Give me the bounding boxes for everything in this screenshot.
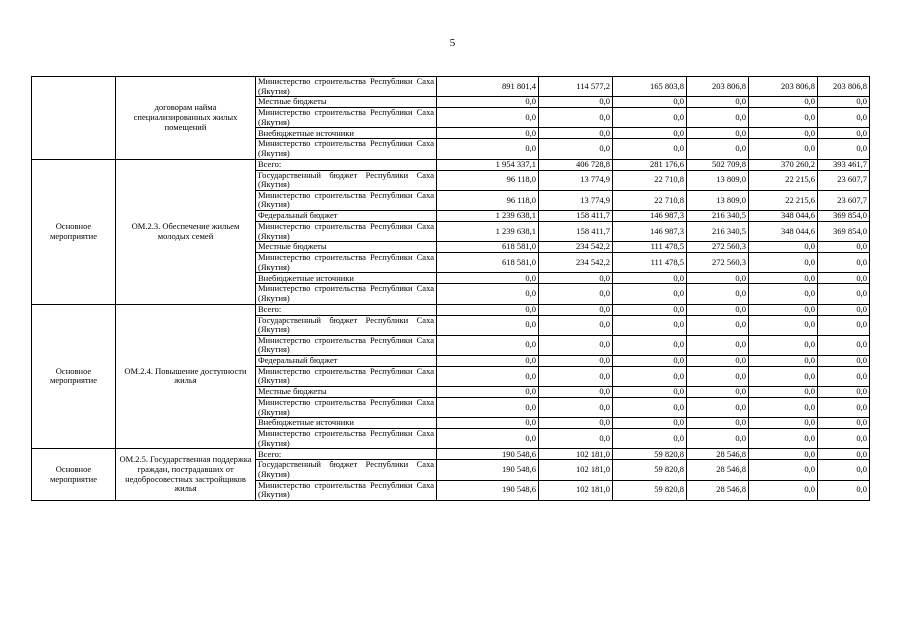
amount-cell: 114 577,2 (539, 77, 613, 97)
amount-cell: 272 560,3 (687, 253, 749, 273)
amount-cell: 891 801,4 (437, 77, 539, 97)
amount-cell: 0,0 (818, 128, 870, 139)
amount-cell: 0,0 (437, 284, 539, 304)
amount-cell: 0,0 (749, 387, 818, 398)
amount-cell: 0,0 (539, 398, 613, 418)
amount-cell: 618 581,0 (437, 242, 539, 253)
amount-cell: 0,0 (539, 97, 613, 108)
funding-source-cell: Министерство строительства Республики Саха (Якутия) (256, 366, 437, 386)
activity-name-cell: ОМ.2.3. Обеспечение жильем молодых семей (116, 159, 256, 304)
amount-cell: 0,0 (613, 273, 687, 284)
amount-cell: 1 239 638,1 (437, 210, 539, 221)
table-row (32, 159, 870, 170)
amount-cell: 102 181,0 (539, 480, 613, 500)
amount-cell: 102 181,0 (539, 449, 613, 460)
table-row (32, 77, 870, 97)
amount-cell: 0,0 (613, 128, 687, 139)
amount-cell: 102 181,0 (539, 460, 613, 480)
amount-cell: 0,0 (539, 284, 613, 304)
amount-cell: 216 340,5 (687, 221, 749, 241)
activity-name-cell: договорам найма специализированных жилых помещений (116, 77, 256, 160)
amount-cell: 0,0 (818, 398, 870, 418)
amount-cell: 0,0 (749, 366, 818, 386)
amount-cell: 0,0 (818, 460, 870, 480)
amount-cell: 0,0 (749, 253, 818, 273)
funding-source-cell: Министерство строительства Республики Саха (Якутия) (256, 398, 437, 418)
amount-cell: 0,0 (539, 335, 613, 355)
amount-cell: 216 340,5 (687, 210, 749, 221)
funding-source-cell: Министерство строительства Республики Саха (Якутия) (256, 429, 437, 449)
amount-cell: 0,0 (818, 387, 870, 398)
amount-cell: 0,0 (749, 304, 818, 315)
funding-source-cell: Местные бюджеты (256, 242, 437, 253)
amount-cell: 0,0 (818, 355, 870, 366)
amount-cell: 146 987,3 (613, 221, 687, 241)
amount-cell: 0,0 (539, 139, 613, 159)
amount-cell: 0,0 (437, 108, 539, 128)
amount-cell: 0,0 (687, 387, 749, 398)
funding-source-cell: Государственный бюджет Республики Саха (Якутия) (256, 315, 437, 335)
amount-cell: 190 548,6 (437, 449, 539, 460)
amount-cell: 111 478,5 (613, 242, 687, 253)
amount-cell: 348 044,6 (749, 210, 818, 221)
amount-cell: 0,0 (539, 355, 613, 366)
amount-cell: 0,0 (437, 398, 539, 418)
amount-cell: 0,0 (818, 449, 870, 460)
amount-cell: 0,0 (818, 418, 870, 429)
amount-cell: 158 411,7 (539, 221, 613, 241)
amount-cell: 13 774,9 (539, 190, 613, 210)
activity-type-cell (32, 77, 116, 160)
amount-cell: 0,0 (613, 335, 687, 355)
amount-cell: 0,0 (687, 139, 749, 159)
amount-cell: 234 542,2 (539, 253, 613, 273)
amount-cell: 0,0 (539, 387, 613, 398)
amount-cell: 165 803,8 (613, 77, 687, 97)
amount-cell: 618 581,0 (437, 253, 539, 273)
amount-cell: 0,0 (613, 418, 687, 429)
amount-cell: 59 820,8 (613, 480, 687, 500)
amount-cell: 281 176,6 (613, 159, 687, 170)
amount-cell: 234 542,2 (539, 242, 613, 253)
amount-cell: 0,0 (613, 355, 687, 366)
amount-cell: 0,0 (749, 284, 818, 304)
amount-cell: 22 215,6 (749, 190, 818, 210)
amount-cell: 0,0 (539, 366, 613, 386)
amount-cell: 0,0 (818, 108, 870, 128)
amount-cell: 0,0 (749, 480, 818, 500)
amount-cell: 0,0 (613, 387, 687, 398)
amount-cell: 28 546,8 (687, 480, 749, 500)
amount-cell: 23 607,7 (818, 170, 870, 190)
amount-cell: 0,0 (687, 284, 749, 304)
amount-cell: 96 118,0 (437, 170, 539, 190)
budget-table (31, 76, 870, 501)
funding-source-cell: Федеральный бюджет (256, 355, 437, 366)
amount-cell: 0,0 (687, 315, 749, 335)
funding-source-cell: Министерство строительства Республики Саха (Якутия) (256, 284, 437, 304)
amount-cell: 0,0 (749, 418, 818, 429)
activity-type-cell: Основное мероприятие (32, 304, 116, 449)
amount-cell: 0,0 (539, 108, 613, 128)
amount-cell: 1 239 638,1 (437, 221, 539, 241)
amount-cell: 0,0 (749, 429, 818, 449)
funding-source-cell: Местные бюджеты (256, 387, 437, 398)
amount-cell: 0,0 (539, 315, 613, 335)
amount-cell: 0,0 (749, 108, 818, 128)
amount-cell: 158 411,7 (539, 210, 613, 221)
amount-cell: 0,0 (749, 315, 818, 335)
activity-type-cell: Основное мероприятие (32, 159, 116, 304)
amount-cell: 0,0 (613, 139, 687, 159)
amount-cell: 0,0 (437, 429, 539, 449)
amount-cell: 0,0 (749, 97, 818, 108)
amount-cell: 0,0 (749, 398, 818, 418)
amount-cell: 0,0 (818, 97, 870, 108)
amount-cell: 13 809,0 (687, 190, 749, 210)
funding-source-cell: Министерство строительства Республики Саха (Якутия) (256, 108, 437, 128)
amount-cell: 0,0 (437, 139, 539, 159)
amount-cell: 0,0 (613, 315, 687, 335)
funding-source-cell: Внебюджетные источники (256, 128, 437, 139)
amount-cell: 0,0 (687, 273, 749, 284)
amount-cell: 0,0 (749, 139, 818, 159)
amount-cell: 0,0 (687, 108, 749, 128)
amount-cell: 0,0 (539, 418, 613, 429)
amount-cell: 111 478,5 (613, 253, 687, 273)
amount-cell: 0,0 (818, 366, 870, 386)
funding-source-cell: Всего: (256, 159, 437, 170)
amount-cell: 0,0 (687, 128, 749, 139)
table-row (32, 449, 870, 460)
amount-cell: 0,0 (437, 97, 539, 108)
amount-cell: 23 607,7 (818, 190, 870, 210)
amount-cell: 0,0 (437, 315, 539, 335)
funding-source-cell: Министерство строительства Республики Саха (Якутия) (256, 253, 437, 273)
amount-cell: 0,0 (687, 366, 749, 386)
amount-cell: 0,0 (539, 273, 613, 284)
funding-source-cell: Внебюджетные источники (256, 273, 437, 284)
amount-cell: 146 987,3 (613, 210, 687, 221)
amount-cell: 0,0 (437, 128, 539, 139)
amount-cell: 22 710,8 (613, 170, 687, 190)
amount-cell: 348 044,6 (749, 221, 818, 241)
funding-source-cell: Государственный бюджет Республики Саха (Якутия) (256, 170, 437, 190)
funding-source-cell: Всего: (256, 304, 437, 315)
funding-source-cell: Министерство строительства Республики Саха (Якутия) (256, 480, 437, 500)
activity-type-cell: Основное мероприятие (32, 449, 116, 500)
amount-cell: 0,0 (749, 273, 818, 284)
amount-cell: 369 854,0 (818, 221, 870, 241)
amount-cell: 0,0 (437, 366, 539, 386)
funding-source-cell: Местные бюджеты (256, 97, 437, 108)
amount-cell: 0,0 (613, 108, 687, 128)
amount-cell: 0,0 (687, 304, 749, 315)
amount-cell: 369 854,0 (818, 210, 870, 221)
funding-source-cell: Министерство строительства Республики Саха (Якутия) (256, 77, 437, 97)
funding-source-cell: Государственный бюджет Республики Саха (Якутия) (256, 460, 437, 480)
amount-cell: 190 548,6 (437, 480, 539, 500)
amount-cell: 203 806,8 (749, 77, 818, 97)
funding-source-cell: Министерство строительства Республики Саха (Якутия) (256, 139, 437, 159)
amount-cell: 0,0 (749, 128, 818, 139)
funding-source-cell: Внебюджетные источники (256, 418, 437, 429)
amount-cell: 13 774,9 (539, 170, 613, 190)
amount-cell: 13 809,0 (687, 170, 749, 190)
amount-cell: 406 728,8 (539, 159, 613, 170)
amount-cell: 0,0 (749, 335, 818, 355)
amount-cell: 0,0 (613, 398, 687, 418)
amount-cell: 0,0 (437, 387, 539, 398)
budget-table-body (32, 77, 870, 501)
amount-cell: 0,0 (437, 273, 539, 284)
amount-cell: 0,0 (687, 355, 749, 366)
amount-cell: 0,0 (437, 304, 539, 315)
amount-cell: 0,0 (539, 429, 613, 449)
amount-cell: 0,0 (818, 253, 870, 273)
amount-cell: 0,0 (437, 355, 539, 366)
amount-cell: 59 820,8 (613, 449, 687, 460)
amount-cell: 59 820,8 (613, 460, 687, 480)
amount-cell: 1 954 337,1 (437, 159, 539, 170)
amount-cell: 502 709,8 (687, 159, 749, 170)
amount-cell: 0,0 (818, 139, 870, 159)
amount-cell: 0,0 (613, 284, 687, 304)
funding-source-cell: Министерство строительства Республики Саха (Якутия) (256, 190, 437, 210)
amount-cell: 370 260,2 (749, 159, 818, 170)
amount-cell: 0,0 (818, 242, 870, 253)
amount-cell: 0,0 (818, 429, 870, 449)
amount-cell: 0,0 (539, 128, 613, 139)
amount-cell: 0,0 (818, 315, 870, 335)
amount-cell: 96 118,0 (437, 190, 539, 210)
amount-cell: 203 806,8 (818, 77, 870, 97)
amount-cell: 0,0 (749, 460, 818, 480)
funding-source-cell: Министерство строительства Республики Саха (Якутия) (256, 221, 437, 241)
amount-cell: 0,0 (613, 366, 687, 386)
amount-cell: 0,0 (539, 304, 613, 315)
amount-cell: 272 560,3 (687, 242, 749, 253)
amount-cell: 0,0 (749, 355, 818, 366)
funding-source-cell: Всего: (256, 449, 437, 460)
amount-cell: 0,0 (818, 273, 870, 284)
amount-cell: 0,0 (613, 97, 687, 108)
amount-cell: 22 215,6 (749, 170, 818, 190)
amount-cell: 0,0 (749, 449, 818, 460)
amount-cell: 0,0 (613, 304, 687, 315)
amount-cell: 0,0 (687, 418, 749, 429)
table-row (32, 304, 870, 315)
activity-name-cell: ОМ.2.5. Государственная поддержка граждан, пострадавших от недобросовестных застройщиков жилья (116, 449, 256, 500)
amount-cell: 0,0 (818, 480, 870, 500)
amount-cell: 0,0 (687, 398, 749, 418)
amount-cell: 393 461,7 (818, 159, 870, 170)
funding-source-cell: Министерство строительства Республики Саха (Якутия) (256, 335, 437, 355)
activity-name-cell: ОМ.2.4. Повышение доступности жилья (116, 304, 256, 449)
funding-source-cell: Федеральный бюджет (256, 210, 437, 221)
amount-cell: 190 548,6 (437, 460, 539, 480)
amount-cell: 0,0 (687, 97, 749, 108)
amount-cell: 0,0 (818, 304, 870, 315)
amount-cell: 0,0 (687, 335, 749, 355)
amount-cell: 22 710,8 (613, 190, 687, 210)
amount-cell: 0,0 (749, 242, 818, 253)
amount-cell: 0,0 (818, 335, 870, 355)
amount-cell: 28 546,8 (687, 449, 749, 460)
amount-cell: 0,0 (437, 418, 539, 429)
amount-cell: 0,0 (613, 429, 687, 449)
amount-cell: 0,0 (437, 335, 539, 355)
amount-cell: 0,0 (818, 284, 870, 304)
amount-cell: 0,0 (687, 429, 749, 449)
amount-cell: 203 806,8 (687, 77, 749, 97)
page-number: 5 (449, 37, 456, 49)
amount-cell: 28 546,8 (687, 460, 749, 480)
